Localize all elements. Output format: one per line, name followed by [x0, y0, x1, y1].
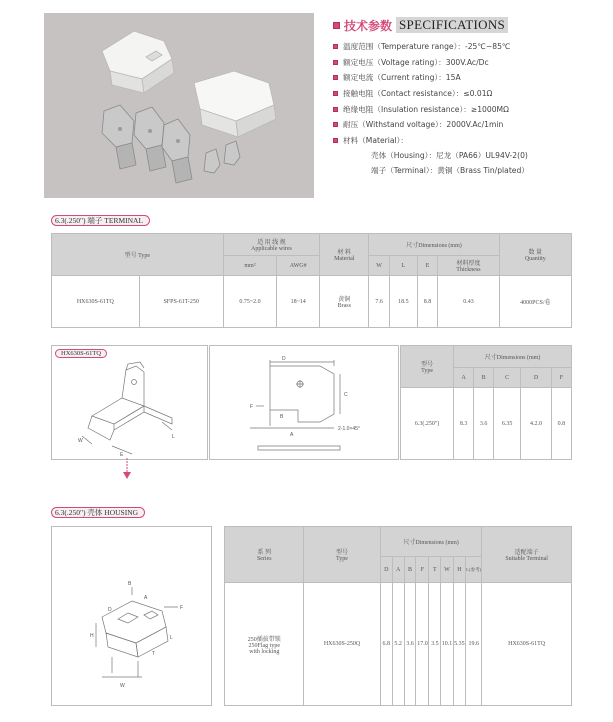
cell-w: 7.6	[369, 276, 390, 328]
spec-item: 额定电流（Current rating）：15A	[333, 70, 603, 86]
col-l-ref: L(参考)	[466, 557, 482, 583]
cell-l: 19.6	[466, 583, 482, 706]
cell-t: 3.5	[429, 583, 441, 706]
housing-section-label: 6.3(.250") 壳体 HOUSING	[51, 507, 145, 518]
spec-list	[333, 39, 603, 178]
material-terminal: 端子（Terminal）：黄铜（Brass Tin/plated）	[371, 166, 529, 176]
svg-text:B: B	[128, 581, 132, 587]
terminal-iso-drawing	[51, 345, 208, 460]
bullet-square-icon	[333, 75, 338, 80]
cell-e: 8.8	[417, 276, 438, 328]
spec-item: 温度范围（Temperature range）：-25℃~85℃	[333, 39, 603, 55]
cell-b: 3.6	[474, 388, 494, 460]
cell-type: HX630S-250Q	[304, 583, 381, 706]
cell-awg: 18~14	[277, 276, 320, 328]
col-series: 系 列 Series	[225, 527, 304, 583]
col-awg: AWG#	[277, 256, 320, 276]
col-type: 型号 Type	[52, 234, 224, 276]
svg-text:F: F	[180, 605, 184, 611]
svg-text:H: H	[90, 633, 94, 639]
cell-quantity: 4000PCS/卷	[499, 276, 571, 328]
col-l: L	[389, 256, 417, 276]
cell-type1: HX630S-61TQ	[52, 276, 140, 328]
col-d: D	[380, 557, 392, 583]
svg-text:B: B	[280, 414, 284, 420]
col-c: C	[494, 368, 521, 388]
col-a: A	[454, 368, 474, 388]
cell-d: 6.8	[380, 583, 392, 706]
product-photo	[44, 13, 314, 198]
housing-drawing-icon	[52, 527, 211, 705]
col-w: W	[441, 557, 453, 583]
bullet-square-icon	[333, 91, 338, 96]
bullet-square-icon	[333, 44, 338, 49]
svg-text:A: A	[144, 595, 148, 601]
cell-type2: SFPS-61T-250	[139, 276, 223, 328]
col-dimensions: 尺寸Dimensions (mm)	[380, 527, 481, 557]
spec-item: 接触电阻（Contact resistance）：≤0.01Ω	[333, 86, 603, 102]
col-w: W	[369, 256, 390, 276]
spec-item: 绝缘电阻（Insulation resistance）：≥1000MΩ	[333, 101, 603, 117]
cell-thickness: 0.43	[438, 276, 499, 328]
svg-text:A: A	[290, 432, 294, 438]
terminal-drawing-icon	[210, 346, 398, 459]
cell-l: 18.5	[389, 276, 417, 328]
col-thickness: 材料厚度 Thickness	[438, 256, 499, 276]
col-a: A	[392, 557, 404, 583]
col-f: F	[416, 557, 429, 583]
col-d: D	[521, 368, 552, 388]
col-applicable-wires: 适 用 线 规 Applicable wires	[223, 234, 319, 256]
table-row	[52, 276, 572, 328]
col-f: F	[551, 368, 571, 388]
cell-c: 6.35	[494, 388, 521, 460]
col-mm2: mm²	[223, 256, 277, 276]
specifications-panel	[333, 17, 603, 178]
table-row	[401, 388, 572, 460]
cell-f: 0.8	[551, 388, 571, 460]
svg-text:W: W	[120, 683, 125, 689]
svg-text:E: E	[120, 452, 124, 458]
cell-b: 3.6	[404, 583, 416, 706]
cell-suitable: HX630S-61TQ	[482, 583, 572, 706]
cell-series: 250插拔带锁 250Flag type with locking	[225, 583, 304, 706]
svg-text:W: W	[78, 438, 83, 444]
bullet-square-icon	[333, 122, 338, 127]
terminal-2d-drawing	[209, 345, 399, 460]
arrow-down-icon	[123, 458, 131, 480]
cell-a: 5.2	[392, 583, 404, 706]
svg-text:L: L	[172, 434, 175, 440]
terminal-iso-icon	[52, 346, 207, 459]
svg-text:T: T	[152, 651, 156, 657]
cell-h: 5.35	[453, 583, 465, 706]
col-quantity: 数 量 Quantity	[499, 234, 571, 276]
terminal-table	[51, 233, 572, 328]
col-b: B	[474, 368, 494, 388]
cell-material: 黄铜 Brass	[320, 276, 369, 328]
cell-mm2: 0.75~2.0	[223, 276, 277, 328]
col-dimensions: 尺寸Dimensions (mm)	[369, 234, 499, 256]
cell-f: 17.0	[416, 583, 429, 706]
terminal-section-label: 6.3(.250") 端子 TERMINAL	[51, 215, 150, 226]
cell-a: 8.3	[454, 388, 474, 460]
spec-item: 材料（Material）：	[333, 133, 603, 149]
col-material: 材 料 Material	[320, 234, 369, 276]
specifications-title-cn: 技术参数	[344, 18, 393, 33]
cell-d: 4.2.0	[521, 388, 552, 460]
material-housing: 壳体（Housing）：尼龙（PA66）UL94V-2(0)	[371, 151, 528, 161]
cell-type: 6.3(.250")	[401, 388, 454, 460]
bullet-square-icon	[333, 60, 338, 65]
specifications-title-en: SPECIFICATIONS	[396, 17, 508, 33]
col-type: 型号 Type	[401, 346, 454, 388]
spec-item: 额定电压（Voltage rating）：300V.Ac/Dc	[333, 55, 603, 71]
col-e: E	[417, 256, 438, 276]
bullet-square-icon	[333, 22, 340, 29]
col-type: 型号 Type	[304, 527, 381, 583]
terminal-tag: HX630S-61TQ	[55, 349, 107, 358]
housing-drawing	[51, 526, 212, 706]
svg-text:F: F	[250, 404, 254, 410]
col-dimensions: 尺寸Dimensions (mm)	[454, 346, 572, 368]
bullet-square-icon	[333, 107, 338, 112]
cell-w: 10.1	[441, 583, 453, 706]
col-b: B	[404, 557, 416, 583]
svg-text:D: D	[282, 356, 286, 362]
col-suitable-terminal: 适配端子 Suitable Terminal	[482, 527, 572, 583]
svg-text:L: L	[170, 635, 173, 641]
svg-text:2-1.0×45°: 2-1.0×45°	[338, 426, 360, 432]
spec-item: 耐压（Withstand voltage）：2000V.Ac/1min	[333, 117, 603, 133]
terminal-dimensions-block	[51, 345, 572, 460]
bullet-square-icon	[333, 138, 338, 143]
terminal-dimensions-table	[400, 345, 572, 460]
col-t: T	[429, 557, 441, 583]
svg-text:D: D	[108, 607, 112, 613]
col-h: H	[453, 557, 465, 583]
specifications-title	[333, 17, 603, 33]
svg-text:C: C	[344, 392, 348, 398]
